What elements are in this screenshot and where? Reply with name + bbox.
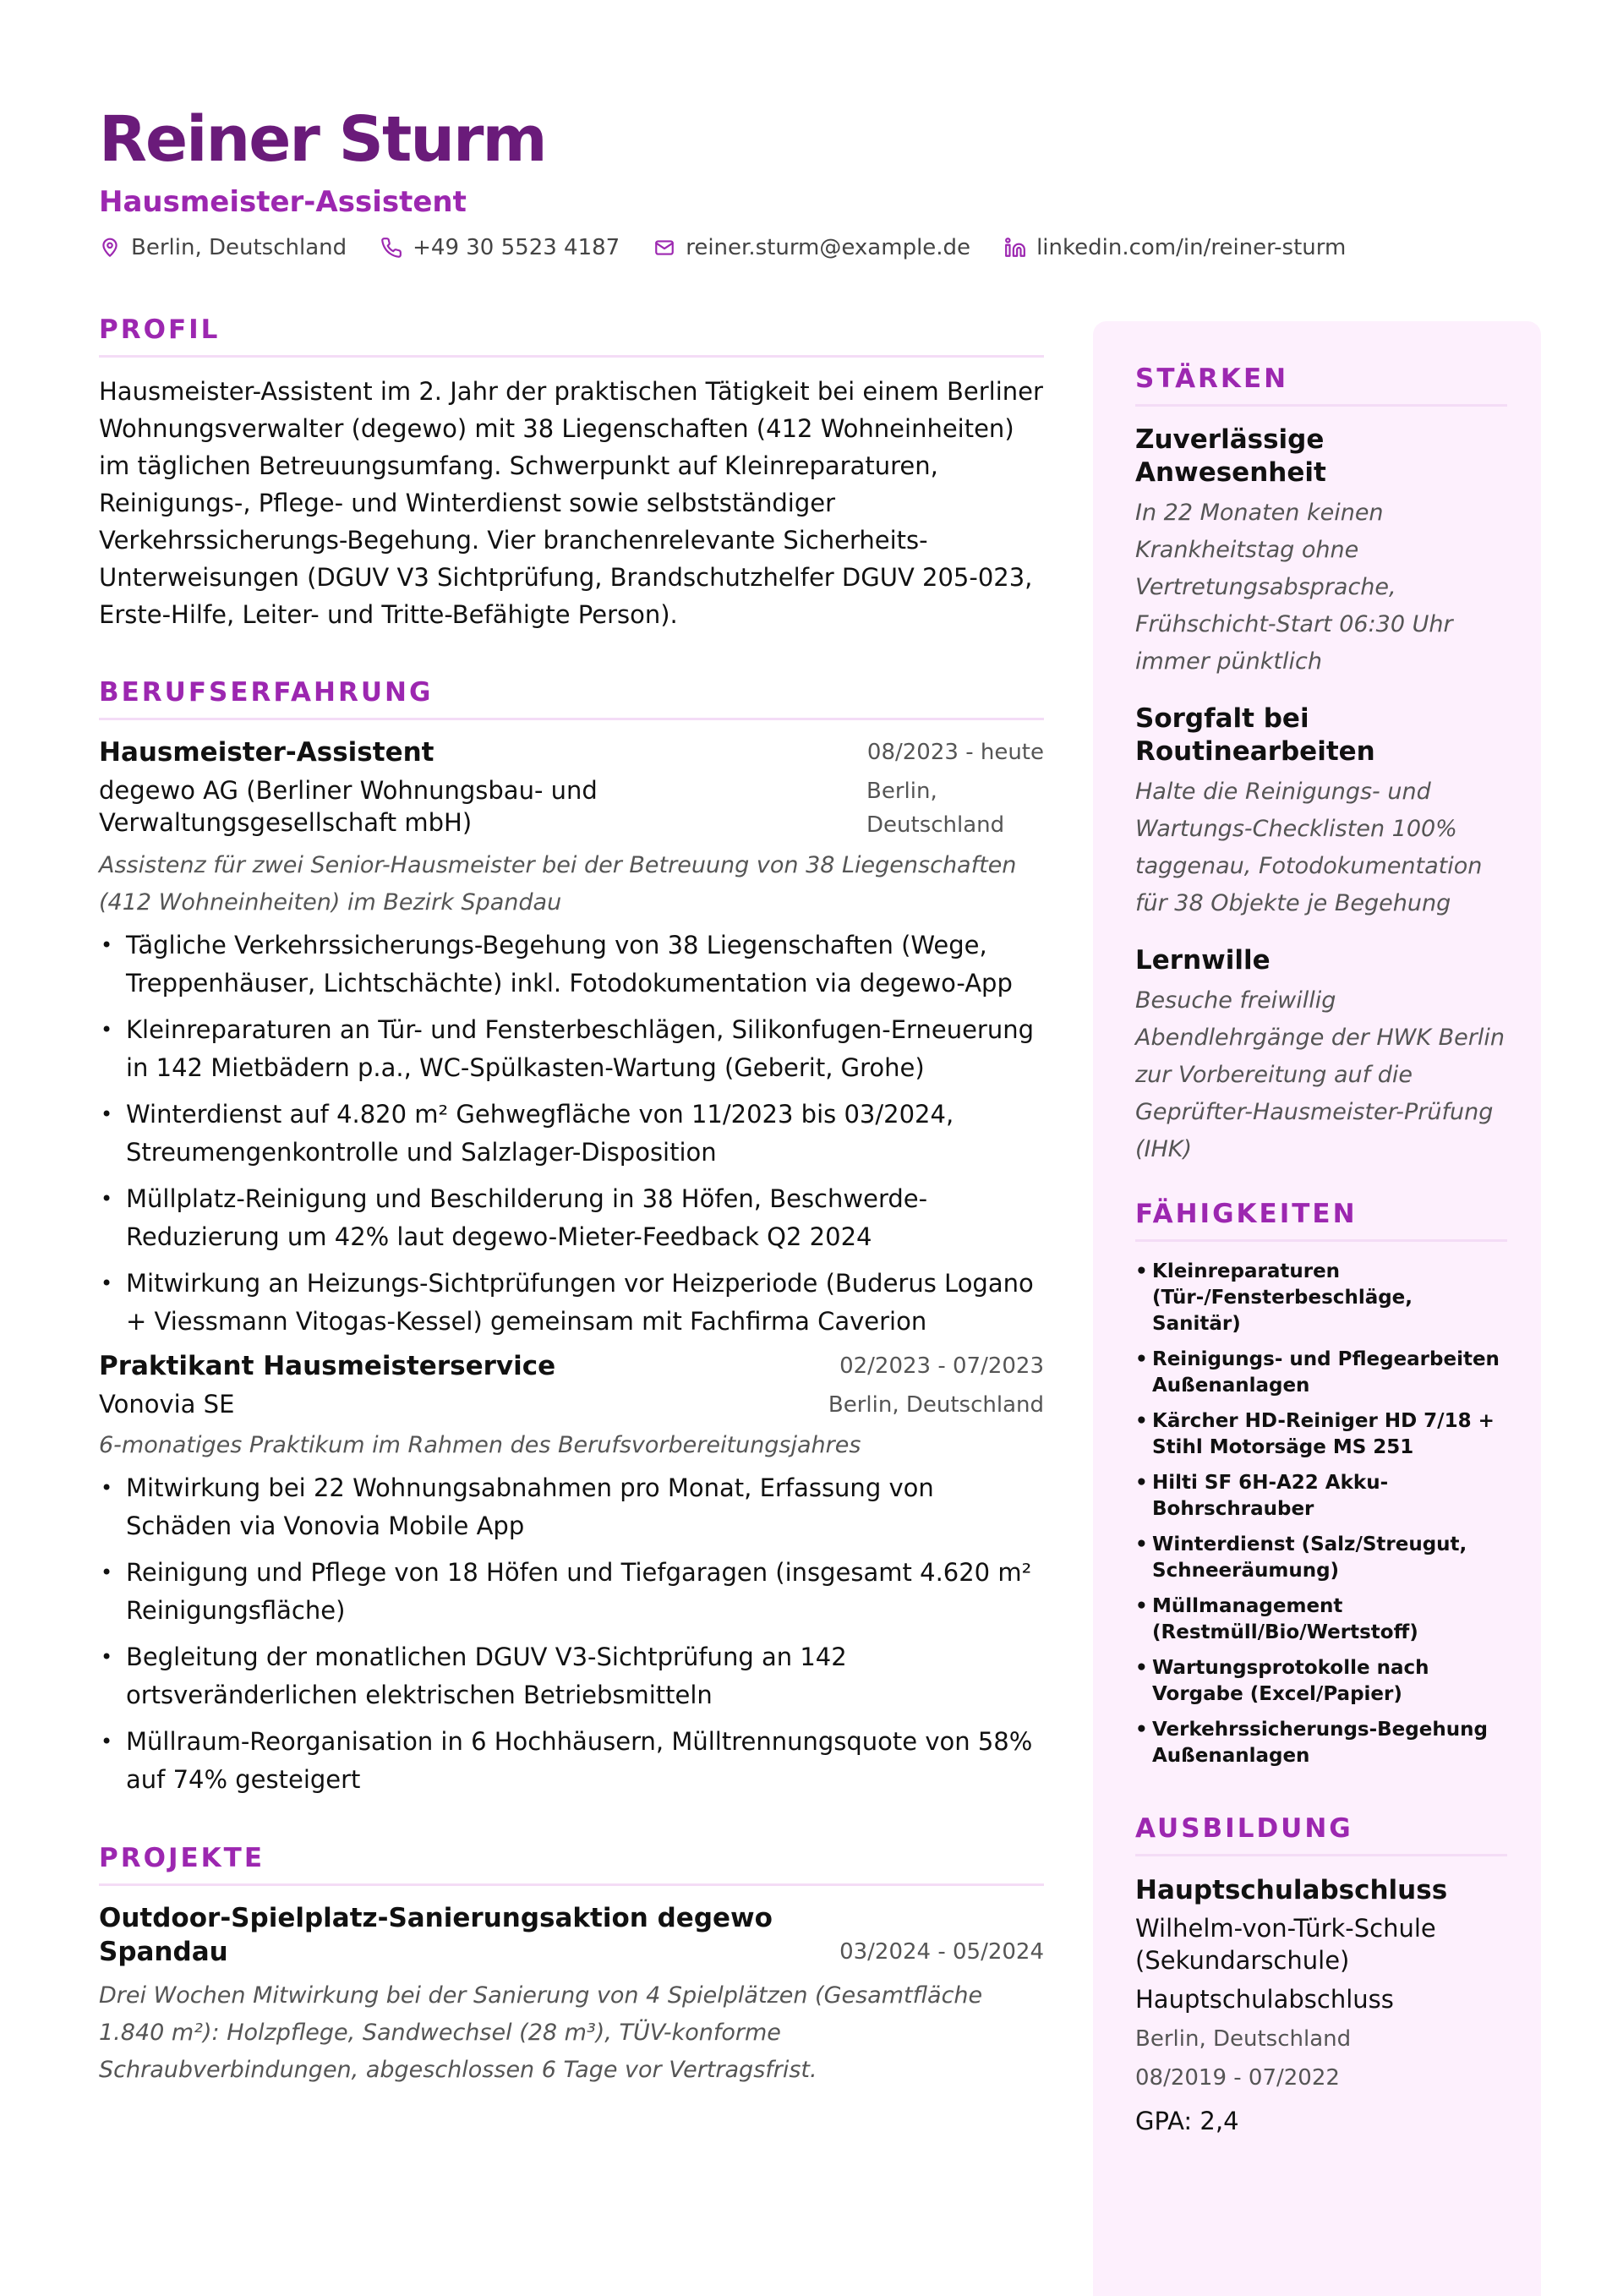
- main-column: [99, 313, 1044, 2089]
- strength-title: Sorgfalt bei Routinearbeiten: [1135, 703, 1375, 767]
- strength-title: Lernwille: [1135, 945, 1271, 976]
- experience-heading: BERUFSERFAHRUNG: [99, 677, 434, 708]
- contact-linkedin[interactable]: [1004, 235, 1346, 260]
- job-bullet: • Mitwirkung an Heizungs-Sichtprüfungen vor Heizperiode (Buderus Logano + Viessmann Vitogas-Kessel) gemeinsam mit Fachfirma Caverion: [99, 1265, 1044, 1341]
- experience-section: [99, 675, 1044, 1799]
- skill-item: • Winterdienst (Salz/Streugut, Schneeräumung): [1135, 1532, 1507, 1584]
- mail-icon: [653, 237, 675, 259]
- section-divider: [1135, 404, 1507, 407]
- education-location: Berlin, Deutschland: [1135, 2026, 1352, 2052]
- job-bullets: [99, 1469, 1044, 1799]
- job-title: Hausmeister-Assistent: [99, 737, 434, 768]
- resume-header: [99, 101, 1536, 260]
- contact-location: [99, 235, 347, 260]
- job-bullet: • Müllraum-Reorganisation in 6 Hochhäusern, Mülltrennungsquote von 58% auf 74% gesteigert: [99, 1723, 1044, 1799]
- location-text: Berlin, Deutschland: [131, 235, 347, 260]
- education-gpa: GPA: 2,4: [1135, 2107, 1239, 2135]
- projects-heading: PROJEKTE: [99, 1843, 265, 1873]
- map-pin-icon: [99, 237, 121, 259]
- candidate-name: Reiner Sturm: [99, 103, 546, 176]
- job-bullet: • Kleinreparaturen an Tür- und Fensterbeschlägen, Silikonfugen-Erneuerung in 142 Mietbädern p.a., WC-Spülkasten-Wartung (Geberit, Grohe): [99, 1011, 1044, 1087]
- email-text: reiner.sturm@example.de: [686, 235, 971, 260]
- job-bullet: • Müllplatz-Reinigung und Beschilderung in 38 Höfen, Beschwerde-Reduzierung um 42% laut degewo-Mieter-Feedback Q2 2024: [99, 1180, 1044, 1256]
- project-date: 03/2024 - 05/2024: [839, 1939, 1044, 1965]
- candidate-headline: Hausmeister-Assistent: [99, 185, 467, 219]
- job-location: Berlin, Deutschland: [866, 779, 1005, 838]
- project-description: Drei Wochen Mitwirkung bei der Sanierung von 4 Spielplätzen (Gesamtfläche 1.840 m²): Holzpflege, Sandwechsel (28 m³), TÜV-konforme Schraubverbindungen, abgeschlossen 6 Tage vor Vertragsfrist.: [99, 1982, 983, 2083]
- section-divider: [1135, 1239, 1507, 1242]
- education-title: Hauptschulabschluss: [1135, 1875, 1448, 1905]
- strength-title: Zuverlässige Anwesenheit: [1135, 424, 1326, 488]
- job-date: 02/2023 - 07/2023: [839, 1353, 1044, 1379]
- job-company: Vonovia SE: [99, 1390, 235, 1419]
- strength-description: Besuche freiwillig Abendlehrgänge der HWK Berlin zur Vorbereitung auf die Geprüfter-Hausmeister-Prüfung (IHK): [1135, 987, 1505, 1162]
- job-bullet: • Reinigung und Pflege von 18 Höfen und Tiefgaragen (insgesamt 4.620 m² Reinigungsfläche): [99, 1554, 1044, 1630]
- job-bullet: • Tägliche Verkehrssicherungs-Begehung von 38 Liegenschaften (Wege, Treppenhäuser, Lichtschächte) inkl. Fotodokumentation via degewo-App: [99, 927, 1044, 1003]
- strength-description: Halte die Reinigungs- und Wartungs-Checklisten 100% taggenau, Fotodokumentation für 38 Objekte je Begehung: [1135, 779, 1483, 916]
- section-divider: [99, 718, 1044, 720]
- skills-list: [1135, 1259, 1507, 1769]
- skills-section: [1135, 1197, 1507, 1769]
- job-location: Berlin, Deutschland: [828, 1392, 1044, 1418]
- skill-item: • Reinigungs- und Pflegearbeiten Außenanlagen: [1135, 1347, 1507, 1399]
- skill-item: • Wartungsprotokolle nach Vorgabe (Excel/Papier): [1135, 1655, 1507, 1708]
- job-entry: [99, 1349, 1044, 1799]
- job-company: degewo AG (Berliner Wohnungsbau- und Verwaltungsgesellschaft mbH): [99, 776, 598, 837]
- strength-item: [1135, 424, 1507, 681]
- strength-item: [1135, 702, 1507, 922]
- strength-description: In 22 Monaten keinen Krankheitstag ohne Vertretungsabsprache, Frühschicht-Start 06:30 Uhr immer pünktlich: [1135, 500, 1453, 675]
- education-school: Wilhelm-von-Türk-Schule (Sekundarschule): [1135, 1914, 1436, 1975]
- projects-section: [99, 1841, 1044, 2089]
- contact-email[interactable]: [653, 235, 970, 260]
- strengths-section: [1135, 362, 1507, 1168]
- job-title: Praktikant Hausmeisterservice: [99, 1351, 556, 1381]
- phone-icon: [380, 237, 402, 259]
- profile-section: [99, 313, 1044, 633]
- section-divider: [1135, 1854, 1507, 1856]
- linkedin-text: linkedin.com/in/reiner-sturm: [1036, 235, 1347, 260]
- sidebar: [1093, 321, 1541, 2296]
- project-title: Outdoor-Spielplatz-Sanierungsaktion degewo Spandau: [99, 1903, 773, 1967]
- skill-item: • Kleinreparaturen (Tür-/Fensterbeschläge, Sanitär): [1135, 1259, 1507, 1337]
- education-date: 08/2019 - 07/2022: [1135, 2065, 1340, 2091]
- job-bullets: [99, 927, 1044, 1341]
- job-entry: [99, 735, 1044, 1341]
- contact-phone[interactable]: [380, 235, 620, 260]
- job-bullet: • Begleitung der monatlichen DGUV V3-Sichtprüfung an 142 ortsveränderlichen elektrischen Betriebsmitteln: [99, 1638, 1044, 1714]
- education-section: [1135, 1812, 1507, 2137]
- contact-bar: [99, 235, 1536, 260]
- job-bullet: • Mitwirkung bei 22 Wohnungsabnahmen pro Monat, Erfassung von Schäden via Vonovia Mobile App: [99, 1469, 1044, 1545]
- skill-item: • Hilti SF 6H-A22 Akku-Bohrschrauber: [1135, 1470, 1507, 1522]
- section-divider: [99, 355, 1044, 358]
- strengths-heading: STÄRKEN: [1135, 364, 1289, 394]
- job-description: 6-monatiges Praktikum im Rahmen des Berufsvorbereitungsjahres: [99, 1432, 861, 1458]
- education-heading: AUSBILDUNG: [1135, 1813, 1353, 1844]
- education-degree: Hauptschulabschluss: [1135, 1985, 1394, 2014]
- phone-text: +49 30 5523 4187: [413, 235, 620, 260]
- profile-heading: PROFIL: [99, 314, 221, 345]
- linkedin-icon: [1004, 237, 1026, 259]
- job-bullet: • Winterdienst auf 4.820 m² Gehwegfläche von 11/2023 bis 03/2024, Streumengenkontrolle und Salzlager-Disposition: [99, 1096, 1044, 1172]
- strength-item: [1135, 944, 1507, 1168]
- skills-heading: FÄHIGKEITEN: [1135, 1199, 1358, 1229]
- section-divider: [99, 1883, 1044, 1886]
- profile-summary: Hausmeister-Assistent im 2. Jahr der praktischen Tätigkeit bei einem Berliner Wohnungsverwalter (degewo) mit 38 Liegenschaften (412 Wohneinheiten) im täglichen Betreuungsumfang. Schwerpunkt auf Kleinreparaturen, Reinigungs-, Pflege- und Winterdienst sowie selbstständiger Verkehrssicherungs-Begehung. Vier branchenrelevante Sicherheits-Unterweisungen (DGUV V3 Sichtprüfung, Brandschutzhelfer DGUV 205-023, Erste-Hilfe, Leiter- und Tritte-Befähigte Person).: [99, 377, 1043, 629]
- job-date: 08/2023 - heute: [866, 740, 1044, 765]
- skill-item: • Müllmanagement (Restmüll/Bio/Wertstoff): [1135, 1594, 1507, 1646]
- job-description: Assistenz für zwei Senior-Hausmeister bei der Betreuung von 38 Liegenschaften (412 Wohneinheiten) im Bezirk Spandau: [99, 852, 1017, 916]
- project-entry: [99, 1901, 1044, 2089]
- skill-item: • Verkehrssicherungs-Begehung Außenanlagen: [1135, 1717, 1507, 1769]
- skill-item: • Kärcher HD-Reiniger HD 7/18 + Stihl Motorsäge MS 251: [1135, 1408, 1507, 1461]
